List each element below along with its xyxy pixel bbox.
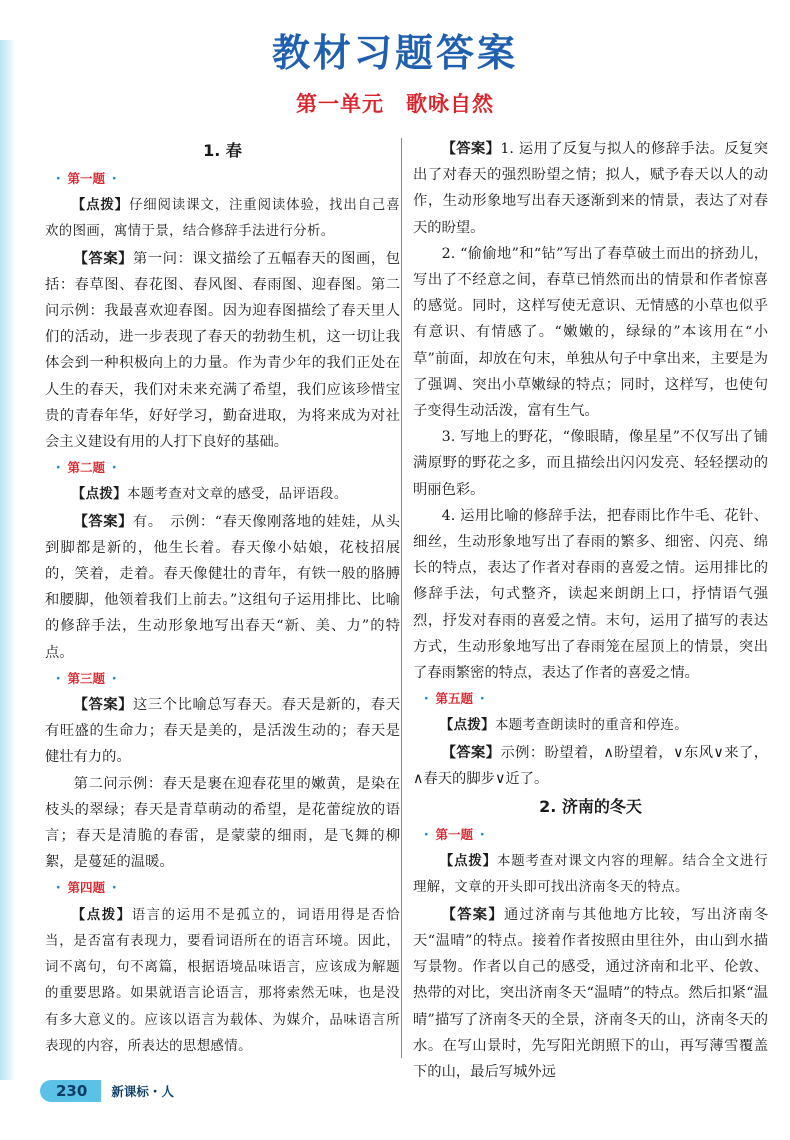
unit-title: 第一单元 歌咏自然 xyxy=(296,92,494,116)
tip-paragraph: 【点拨】仔细阅读课文，注重阅读体验，找出自己喜欢的图画，寓情于景，结合修辞手法进行分析。 xyxy=(45,197,400,240)
page-title: 教材习题答案 xyxy=(271,31,518,75)
answer-label: 【答案】 xyxy=(441,141,501,157)
answer-paragraph: 【答案】1. 运用了反复与拟人的修辞手法。反复突出了对春天的强烈盼望之情；拟人，赋予春天以人的动作，生动形象地写出春天逐渐到来的情景，表达了对春天的盼望。 xyxy=(413,141,769,236)
answer-paragraph: 4. 运用比喻的修辞手法，把春雨比作牛毛、花针、细丝，生动形象地写出了春雨的繁多、细密、闪亮、绵长的特点，表达了作者对春雨的喜爱之情。运用排比的修辞手法，句式整齐，读起来朗朗上口，抒情语气强烈，抒发对春雨的喜爱之情。末句，运用了描写的表达方式，生动形象地写出了春雨笼在屋顶上的情景，突出了春雨繁密的特点，表达了作者的喜爱之情。 xyxy=(413,507,768,682)
question-tag: ・ 第三题 ・ xyxy=(52,670,121,686)
answer-paragraph: 3. 写地上的野花，“像眼睛，像星星”不仅写出了铺满原野的野花之多，而且描绘出闪闪发亮、轻轻摆动的明丽色彩。 xyxy=(413,429,768,498)
page-footer xyxy=(40,1080,174,1102)
lesson-title: 2. 济南的冬天 xyxy=(539,797,642,817)
answer-paragraph: 【答案】第一问：课文描绘了五幅春天的图画，包括：春草图、春花图、春风图、春雨图、迎春图。第二问示例：我最喜欢迎春图。因为迎春图描绘了春天里人们的活动，进一步表现了春天的勃勃生机，这一切让我体会到一种积极向上的力量。作为青少年的我们正处在人生的春天，我们对未来充满了希望，我们应该珍惜宝贵的青春年华，好好学习，勤奋进取，为将来成为对社会主义建设有用的人打下良好的基础。 xyxy=(45,250,401,451)
tip-label: 【点拨】 xyxy=(439,717,495,734)
right-column xyxy=(413,136,768,1085)
answer-label: 【答案】 xyxy=(73,697,134,714)
lesson-title: 1. 春 xyxy=(203,141,242,160)
column-divider xyxy=(401,138,402,1058)
page-edge-decoration xyxy=(0,40,16,1080)
tip-paragraph: 【点拨】本题考查对文章的感受，品评语段。 xyxy=(71,486,348,503)
answer-paragraph: 【答案】通过济南与其他地方比较，写出济南冬天“温晴”的特点。接着作者按照由里往外，由山到水描写景物。作者以自己的感受，通过济南和北平、伦敦、热带的对比，突出济南冬天“温晴”的特点。然后扣紧“温晴”描写了济南冬天的全景，济南冬天的山，济南冬天的水。在写山景时，先写阳光朗照下的山，再写薄雪覆盖下的山，最后写城外远 xyxy=(413,906,768,1080)
answer-paragraph: 【答案】这三个比喻总写春天。春天是新的，春天有旺盛的生命力；春天是美的，是活泼生动的；春天是健壮有力的。 xyxy=(45,697,401,766)
page-number: 230 xyxy=(40,1080,101,1102)
tip-label: 【点拨】 xyxy=(71,906,132,923)
tip-label: 【点拨】 xyxy=(439,853,497,870)
question-tag: ・ 第五题 ・ xyxy=(420,691,489,707)
answer-label: 【答案】 xyxy=(73,513,133,530)
answer-paragraph: 第二问示例：春天是裹在迎春花里的嫩黄，是染在枝头的翠绿；春天是青草萌动的希望，是花蕾绽放的语言；春天是清脆的春雷，是蒙蒙的细雨，是飞舞的柳絮，是蔓延的温暖。 xyxy=(45,775,400,871)
question-tag: ・ 第一题 ・ xyxy=(52,171,121,186)
tip-label: 【点拨】 xyxy=(71,486,127,503)
tip-paragraph: 【点拨】本题考查对课文内容的理解。结合全文进行理解，文章的开头即可找出济南冬天的特点。 xyxy=(413,853,768,896)
book-label: 新课标・人 xyxy=(111,1084,174,1099)
answer-paragraph: 2. “偷偷地”和“钻”写出了春草破土而出的挤劲儿，写出了不经意之间，春草已悄然而出的情景和作者惊喜的感觉。同时，这样写使无意识、无情感的小草也似乎有意识、有情感了。“嫩嫩的，绿绿的”本该用在“小草”前面，却放在句末，单独从句子中拿出来，主要是为了强调、突出小草嫩绿的特点；同时，这样写，也使句子变得生动活泼，富有生气。 xyxy=(413,245,768,420)
question-tag: ・ 第一题 ・ xyxy=(420,827,489,843)
tip-paragraph: 【点拨】语言的运用不是孤立的，词语用得是否恰当，是否富有表现力，要看词语所在的语言环境。因此，词不离句，句不离篇，根据语境品味语言，应该成为解题的重要思路。如果就语言论语言，那将索然无味，也是没有多大意义的。应该以语言为载体、为媒介，品味语言所表现的内容，所表达的思想感情。 xyxy=(45,906,400,1054)
left-column xyxy=(45,136,400,1060)
answer-label: 【答案】 xyxy=(441,744,501,761)
answer-label: 【答案】 xyxy=(441,906,505,923)
answer-paragraph: 【答案】示例：盼望着，∧盼望着，∨东风∨来了，∧春天的脚步∨近了。 xyxy=(413,744,768,787)
answer-paragraph: 【答案】有。 示例：“春天像刚落地的娃娃，从头到脚都是新的，他生长着。春天像小姑娘，花枝招展的，笑着，走着。春天像健壮的青年，有铁一般的胳膊和腰脚，他领着我们上前去。”这组句子运用排比、比喻的修辞手法，生动形象地写出春天“新、美、力”的特点。 xyxy=(45,513,400,661)
tip-label: 【点拨】 xyxy=(71,197,129,214)
question-tag: ・ 第四题 ・ xyxy=(52,880,121,896)
question-tag: ・ 第二题 ・ xyxy=(52,460,121,476)
answer-label: 【答案】 xyxy=(73,250,134,267)
tip-paragraph: 【点拨】本题考查朗读时的重音和停连。 xyxy=(439,717,689,734)
